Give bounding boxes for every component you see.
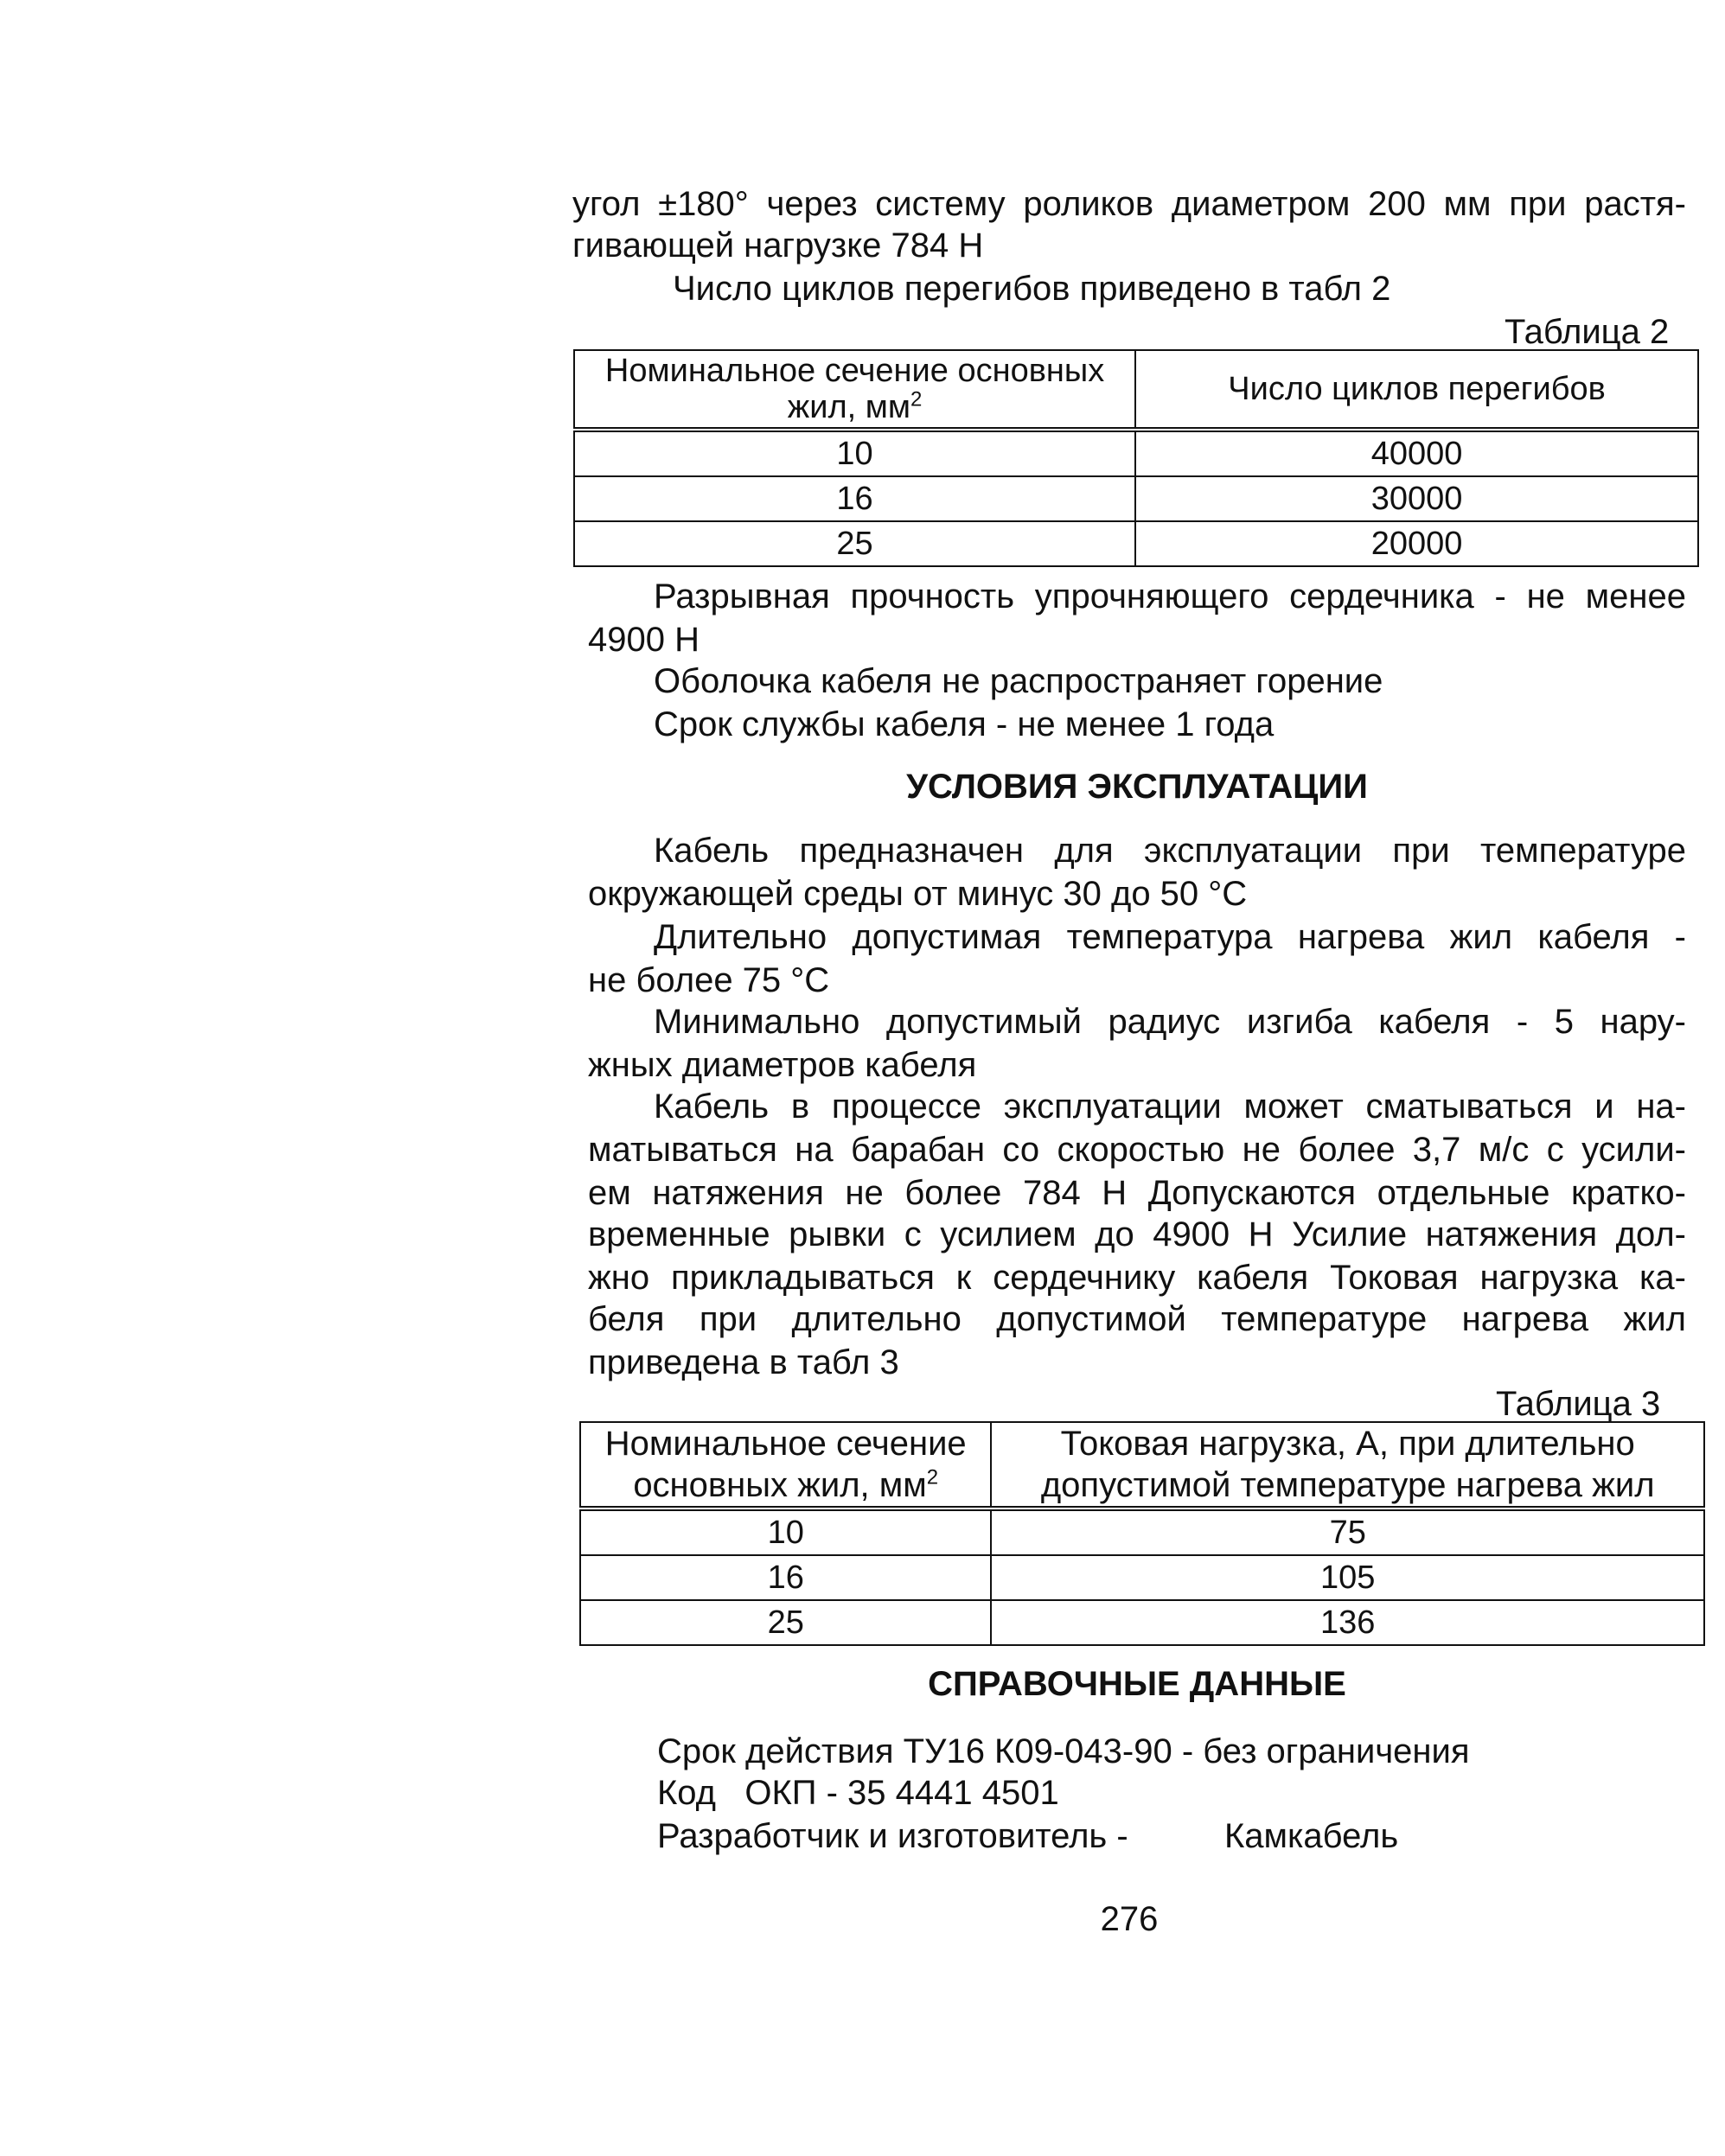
table-row	[580, 1600, 1704, 1645]
intro-line-2: гивающей нагрузке 784 Н	[572, 226, 984, 265]
operation-p1-line-1: Кабель предназначен для эксплуатации при температуре	[654, 832, 1686, 870]
operation-p3-line-2: жных диаметров кабеля	[588, 1046, 977, 1084]
operation-p4-line-3: ем натяжения не более 784 Н Допускаются отдельные кратко-	[588, 1174, 1686, 1212]
operation-p2-line-2: не более 75 °С	[588, 961, 830, 999]
table3-cell-section: 25	[580, 1600, 991, 1645]
reference-okp-code: Код ОКП - 35 4441 4501	[657, 1774, 1059, 1812]
table3-header-section: Номинальное сечение основных жил, $мм^2$	[580, 1422, 991, 1509]
table2-header-section: Номинальное сечение основных жил, $мм^2$	[574, 350, 1135, 430]
operation-p3-line-1: Минимально допустимый радиус изгиба кабеля - 5 нару-	[654, 1003, 1686, 1041]
operation-p4-line-4: временные рывки с усилием до 4900 Н Усилие натяжения дол-	[588, 1215, 1686, 1253]
table2-cell-cycles: 40000	[1135, 430, 1698, 476]
table-row	[580, 1509, 1704, 1555]
table-row	[580, 1555, 1704, 1600]
reference-developer-name: Камкабель	[1224, 1817, 1399, 1855]
operation-p4-line-5: жно прикладываться к сердечнику кабеля Токовая нагрузка ка-	[588, 1259, 1686, 1297]
table3-cell-section: 10	[580, 1509, 991, 1555]
table-2	[573, 349, 1699, 567]
table3-cell-section: 16	[580, 1555, 991, 1600]
table-row	[574, 521, 1698, 566]
table2-header-row	[574, 350, 1698, 430]
table-row	[574, 476, 1698, 521]
lifetime-line: Срок службы кабеля - не менее 1 года	[654, 705, 1275, 743]
table2-cell-cycles: 20000	[1135, 521, 1698, 566]
table2-cell-section: 16	[574, 476, 1135, 521]
operation-p4-line-6: беля при длительно допустимой температуре нагрева жил	[588, 1300, 1686, 1338]
operation-p4-line-2: матываться на барабан со скоростью не более 3,7 м/с с усили-	[588, 1131, 1686, 1169]
table-row	[574, 430, 1698, 476]
table3-header-current: Токовая нагрузка, А, при длительно допустимой температуре нагрева жил	[991, 1422, 1704, 1509]
reference-validity: Срок действия ТУ16 К09-043-90 - без ограничения	[657, 1732, 1470, 1770]
operation-p4-line-7: приведена в табл 3	[588, 1343, 899, 1381]
table3-cell-current: 136	[991, 1600, 1704, 1645]
operation-p4-line-1: Кабель в процессе эксплуатации может сматываться и на-	[654, 1088, 1686, 1126]
operation-p1-line-2: окружающей среды от минус 30 до 50 °С	[588, 875, 1248, 913]
section-title-operation: УСЛОВИЯ ЭКСПЛУАТАЦИИ	[906, 768, 1368, 806]
table2-cell-cycles: 30000	[1135, 476, 1698, 521]
intro-line-3: Число циклов перегибов приведено в табл 2	[673, 270, 1391, 308]
page-number: 276	[1100, 1900, 1159, 1938]
table3-caption: Таблица 3	[1496, 1385, 1661, 1423]
operation-p2-line-1: Длительно допустимая температура нагрева жил кабеля -	[654, 918, 1686, 956]
table3-header-row	[580, 1422, 1704, 1509]
section-title-reference: СПРАВОЧНЫЕ ДАННЫЕ	[928, 1665, 1346, 1703]
strength-line-2: 4900 Н	[588, 621, 700, 659]
strength-line-1: Разрывная прочность упрочняющего сердечника - не менее	[654, 577, 1686, 616]
table3-cell-current: 105	[991, 1555, 1704, 1600]
table2-caption: Таблица 2	[1505, 313, 1670, 351]
table3-cell-current: 75	[991, 1509, 1704, 1555]
sheath-line: Оболочка кабеля не распространяет горение	[654, 662, 1383, 700]
intro-line-1: угол ±180° через систему роликов диаметром 200 мм при растя-	[572, 185, 1686, 223]
table2-cell-section: 25	[574, 521, 1135, 566]
reference-developer-label: Разработчик и изготовитель -	[657, 1817, 1128, 1855]
table2-header-cycles: Число циклов перегибов	[1135, 350, 1698, 430]
table2-cell-section: 10	[574, 430, 1135, 476]
table-3	[579, 1421, 1705, 1646]
